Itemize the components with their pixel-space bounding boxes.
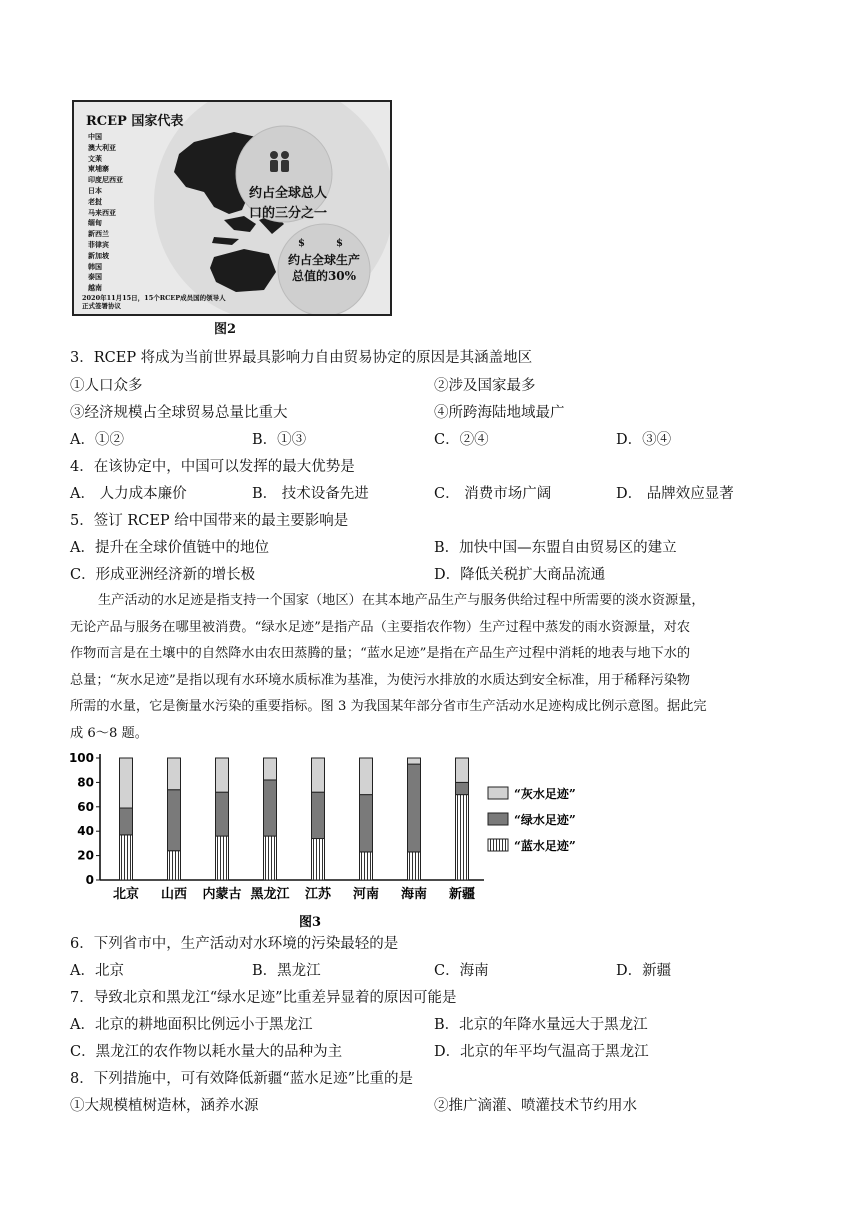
passage-line: 无论产品与服务在哪里被消费。“绿水足迹”是指产品（主要指农作物）生产过程中蒸发的雨水资源量，对农 (70, 619, 691, 635)
bar-segment (408, 764, 421, 852)
bar-segment (168, 790, 181, 851)
country-name: 印度尼西亚 (88, 175, 123, 185)
bar-segment (168, 851, 181, 880)
q3-option-c[interactable]: C．②④ (434, 432, 489, 448)
figure-2-footnote: 2020年11月15日，15个RCEP成员国的领导人正式签署协议 (82, 294, 226, 310)
figure-3-chart (66, 748, 606, 934)
bar-segment (264, 780, 277, 836)
q7-stem: 7．导致北京和黑龙江“绿水足迹”比重差异显着的原因可能是 (70, 990, 457, 1006)
country-name: 澳大利亚 (88, 142, 116, 152)
q7-option-c[interactable]: C．黑龙江的农作物以耗水量大的品种为主 (70, 1044, 343, 1060)
country-name: 老挝 (88, 196, 102, 206)
bar-segment (360, 758, 373, 795)
country-name: 文莱 (88, 153, 102, 163)
bar-segment (168, 758, 181, 790)
legend-label: “灰水足迹” (514, 787, 576, 801)
figure-2-caption: 图2 (214, 322, 237, 337)
bar-segment (264, 836, 277, 880)
legend-swatch (488, 813, 508, 825)
q3-item-2: ②涉及国家最多 (434, 378, 536, 394)
q3-item-3: ③经济规模占全球贸易总量比重大 (70, 405, 288, 421)
figure-2-title: RCEP 国家代表 (86, 114, 184, 129)
bar-segment (360, 795, 373, 852)
q6-option-b[interactable]: B．黑龙江 (252, 963, 321, 979)
country-name: 新西兰 (88, 229, 109, 239)
country-name: 泰国 (88, 272, 102, 282)
q3-item-4: ④所跨海陆地域最广 (434, 405, 565, 421)
category-label: 北京 (112, 887, 140, 902)
q3-option-b[interactable]: B．①③ (252, 432, 307, 448)
figure-3-caption: 图3 (298, 915, 322, 930)
category-label: 山西 (160, 887, 188, 902)
passage-line: 总量；“灰水足迹”是指以现有水环境水质标准为基准，为使污水排放的水质达到安全标准，用于稀释污染物 (70, 672, 691, 688)
category-label: 河南 (352, 887, 380, 902)
passage-line: 作物而言是在土壤中的自然降水由农田蒸腾的量；“蓝水足迹”是指在产品生产过程中消耗的地表与地下水的 (70, 646, 691, 661)
bar-segment (456, 795, 469, 880)
bar-segment (216, 758, 229, 792)
y-tick-label: 40 (77, 824, 94, 839)
bar-segment (456, 758, 469, 782)
bar-segment (264, 758, 277, 780)
category-label: 江苏 (304, 887, 332, 902)
passage-line: 生产活动的水足迹是指支持一个国家（地区）在其本地产品生产与服务供给过程中所需要的淡水资源量， (98, 593, 705, 608)
q3-option-a[interactable]: A．①② (70, 432, 124, 448)
passage-line: 成 6～8 题。 (70, 725, 148, 741)
bar-segment (408, 852, 421, 880)
country-name: 柬埔寨 (88, 164, 109, 174)
q7-option-b[interactable]: B．北京的年降水量远大于黑龙江 (434, 1017, 648, 1033)
country-name: 越南 (88, 283, 102, 293)
q7-option-d[interactable]: D．北京的年平均气温高于黑龙江 (434, 1044, 649, 1060)
dollar-icon: $ (298, 238, 305, 249)
q3-option-d[interactable]: D．③④ (616, 432, 672, 448)
q4-option-c[interactable]: C． 消费市场广阔 (434, 486, 552, 502)
legend-label: “绿水足迹” (514, 813, 576, 827)
q6-option-a[interactable]: A．北京 (70, 963, 124, 979)
country-name: 韩国 (88, 261, 102, 271)
population-callout: 约占全球总人口的三分之一 (248, 186, 327, 221)
bar-segment (120, 808, 133, 835)
y-tick-label: 0 (85, 873, 94, 887)
y-tick-label: 60 (77, 799, 94, 814)
category-label: 内蒙古 (202, 887, 242, 902)
q5-option-b[interactable]: B．加快中国—东盟自由贸易区的建立 (434, 540, 677, 556)
water-footprint-passage (70, 588, 792, 747)
dollar-icon: $ (336, 238, 343, 249)
q8-item-1: ①大规模植树造林，涵养水源 (70, 1098, 259, 1114)
q4-option-b[interactable]: B． 技术设备先进 (252, 486, 369, 502)
bar-segment (408, 758, 421, 764)
country-name: 菲律宾 (88, 239, 109, 249)
category-label: 黑龙江 (250, 887, 290, 902)
legend-swatch (488, 787, 508, 799)
q5-option-c[interactable]: C．形成亚洲经济新的增长极 (70, 567, 256, 583)
y-tick-label: 100 (68, 751, 94, 765)
q4-option-a[interactable]: A． 人力成本廉价 (70, 486, 187, 502)
q8-stem: 8．下列措施中，可有效降低新疆“蓝水足迹”比重的是 (70, 1071, 414, 1087)
q3-stem: 3．RCEP 将成为当前世界最具影响力自由贸易协定的原因是其涵盖地区 (70, 350, 533, 366)
bar-segment (312, 839, 325, 880)
q6-stem: 6．下列省市中，生产活动对水环境的污染最轻的是 (70, 936, 399, 952)
q4-option-d[interactable]: D． 品牌效应显著 (616, 486, 734, 502)
country-name: 缅甸 (88, 218, 102, 228)
bar-segment (216, 792, 229, 836)
q6-option-c[interactable]: C．海南 (434, 963, 489, 979)
bar-segment (120, 758, 133, 808)
q4-stem: 4．在该协定中，中国可以发挥的最大优势是 (70, 459, 355, 475)
q7-option-a[interactable]: A．北京的耕地面积比例远小于黑龙江 (70, 1017, 313, 1033)
q3-item-1: ①人口众多 (70, 378, 143, 394)
country-name: 日本 (88, 185, 102, 195)
q5-option-d[interactable]: D．降低关税扩大商品流通 (434, 567, 606, 583)
bar-segment (360, 852, 373, 880)
country-name: 中国 (88, 132, 102, 141)
bar-segment (312, 758, 325, 792)
legend-label: “蓝水足迹” (514, 839, 576, 853)
q8-item-2: ②推广滴灌、喷灌技术节约用水 (434, 1098, 637, 1114)
gdp-callout: 约占全球生产总值的30% (287, 253, 360, 283)
category-label: 新疆 (448, 887, 476, 902)
q5-option-a[interactable]: A．提升在全球价值链中的地位 (70, 540, 269, 556)
q6-option-d[interactable]: D．新疆 (616, 963, 672, 979)
rcep-country-list (88, 132, 123, 294)
bar-segment (312, 792, 325, 838)
category-label: 海南 (400, 887, 428, 902)
figure-2-map (72, 100, 392, 316)
q5-stem: 5．签订 RCEP 给中国带来的最主要影响是 (70, 513, 349, 529)
bar-segment (120, 835, 133, 880)
bar-segment (216, 836, 229, 880)
country-name: 马来西亚 (88, 207, 116, 217)
bar-segment (456, 782, 469, 794)
y-tick-label: 20 (77, 848, 94, 863)
y-tick-label: 80 (77, 775, 94, 790)
legend-swatch (488, 839, 508, 851)
passage-line: 所需的水量，它是衡量水污染的重要指标。图 3 为我国某年部分省市生产活动水足迹构成比例示意图。据此完 (70, 699, 707, 714)
country-name: 新加坡 (88, 250, 109, 260)
